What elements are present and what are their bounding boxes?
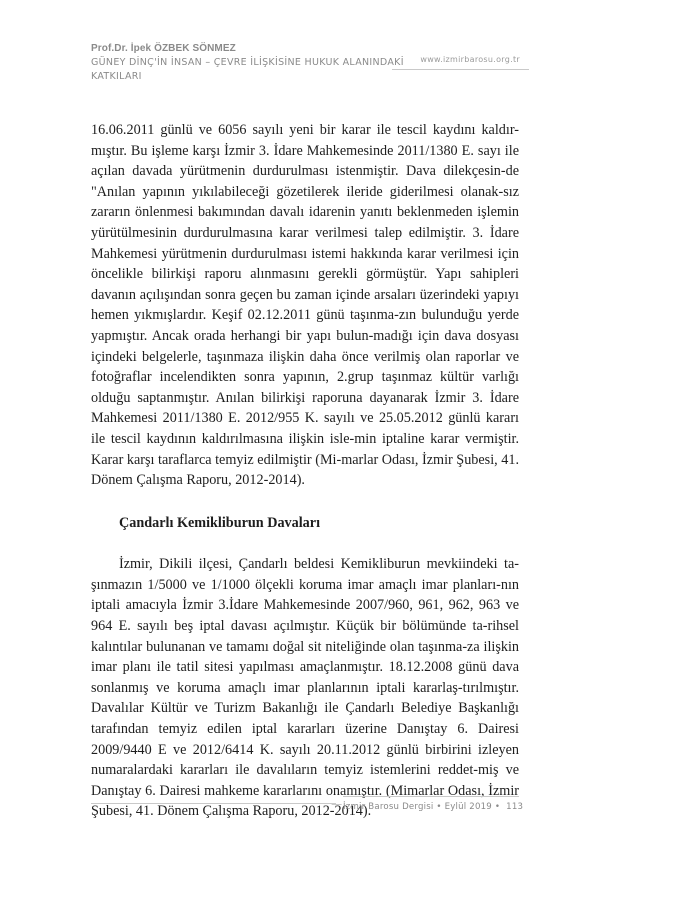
footer-divider-right — [343, 796, 519, 797]
header-author: Prof.Dr. İpek ÖZBEK SÖNMEZ — [91, 43, 236, 54]
page-body — [91, 120, 519, 822]
body-paragraph: 16.06.2011 günlü ve 6056 sayılı yeni bir karar ile tescil kaydını kaldır-mıştır. Bu işleme karşı İzmir 3. İdare Mahkemesinde 2011/1380 E. sayı ile açılan davada yürütmenin durdurulması istenmiştir. Dava dilekçesin-de "Anılan yapının yıkılabileceği gözetilerek ileride giderilmesi olanak-sız zararın önlenmesi bakımından davalı idarenin yanıtı beklenmeden işlemin yürütülmesinin durdurulmasına karar verilmesi talep edilmiştir. 3. İdare Mahkemesi yürütmenin durdurulması istemi hakkında karar verilmesi için öncelikle bilirkişi raporu alınmasını gerekli görmüştür. Yapı sahipleri davanın açılışından sonra geçen bu zaman içinde arsaları üzerindeki yapıyı hemen yıkmışlardır. Keşif 02.12.2011 günü taşınma-zın bulunduğu yerde yapmıştır. Ancak orada herhangi bir yapı bulun-madığı için dava dosyası içindeki belgelerle, taşınmaza ilişkin daha önce verilmiş olan raporlar ve fotoğraflar incelendikten sonra yapının, 2.grup taşınmaz kültür varlığı olduğu saptanmıştır. Anılan bilirkişi raporuna dayanarak İzmir 3. İdare Mahkemesi 2011/1380 E. 2012/955 K. sayılı ve 25.05.2012 günlü kararı ile tescil kaydının kaldırılmasına ilişkin isle-min iptaline karar vermiştir. Karar karşı taraflarca temyiz edilmiştir (Mi-marlar Odası, İzmir Şubesi, 41. Dönem Çalışma Raporu, 2012-2014). — [91, 122, 519, 489]
section-heading: Çandarlı Kemikliburun Davaları — [119, 514, 321, 531]
header-website: www.izmirbarosu.org.tr — [420, 55, 520, 64]
body-paragraph: İzmir, Dikili ilçesi, Çandarlı beldesi Kemikliburun mevkiindeki ta-şınmazın 1/5000 ve 1/1000 ölçekli koruma imar amaçlı imar planları-nın iptali amacıyla İzmir 3.İdare Mahkemesinde 2007/960, 961, 962, 963 ve 964 E. sayılı beş iptal davası açılmıştır. Küçük bir bölümünde ta-rihsel kalıntılar bulunanan ve tamamı doğal sit niteliğinde olan taşınma-za ilişkin imar planı ile tatil sitesi yapılması amaçlanmıştır. 18.12.2008 günü dava sonlanmış ve koruma amaçlı imar planlarının iptali kararlaş-tırılmıştır. Davalılar Kültür ve Turizm Bakanlığı ile Çandarlı Belediye Başkanlığı tarafından temyiz edilen iptal kararları üzerine Danıştay 6. Dairesi 2009/9440 E ve 2012/6414 K. sayılı 20.11.2012 günlü birbirini izleyen numaralardaki kararları ile davalıların temyiz istemlerini reddet-miş ve Danıştay 6. Dairesi mahkeme kararlarını onamıştır. (Mimarlar Odası, İzmir Şubesi, 41. Dönem Çalışma Raporu, 2012-2014). — [91, 556, 519, 820]
header-divider — [392, 69, 529, 70]
page-number: 113 — [506, 802, 524, 812]
footer-journal: İzmir Barosu Dergisi • Eylül 2019 • — [343, 802, 501, 812]
running-header — [91, 43, 611, 83]
header-article-title: GÜNEY DİNÇ'İN İNSAN – ÇEVRE İLİŞKİSİNE HUKUK ALANINDAKİ KATKILARI — [91, 57, 404, 82]
footer-divider — [91, 803, 336, 804]
running-footer — [343, 802, 523, 812]
